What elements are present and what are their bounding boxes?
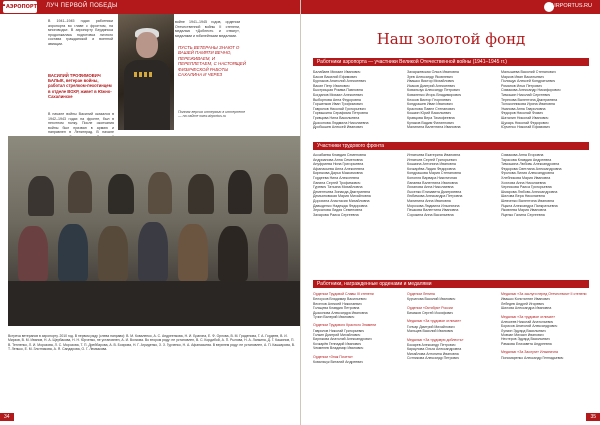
person-name: Лысенко Елизавета Дмитриевна — [407, 189, 462, 194]
names-column — [407, 153, 495, 217]
person-name: Черникова Раиса Григорьевна — [501, 185, 552, 190]
names-column — [313, 153, 401, 217]
award-heading: Медалью «За Заслуги» Ильинична — [501, 350, 558, 355]
award-group — [313, 355, 401, 365]
person-name: Зеркалова Лидия Семеновна — [313, 208, 363, 213]
award-heading: Орденом Ленина — [407, 292, 435, 296]
person-name: Тимошина Любовь Александровна — [501, 162, 560, 167]
names-column — [313, 70, 401, 130]
photo-figure — [178, 224, 208, 281]
person-name: Конопля Варвара Никитичная — [407, 175, 457, 180]
person-name: Уманова Анна Гавриловна — [501, 106, 546, 111]
person-name: Симакова Анна Егоровна — [501, 153, 544, 157]
person-name: Кошкина Антонина Ивановна — [407, 162, 456, 167]
photo-figure — [28, 176, 54, 216]
photo-figure — [98, 226, 128, 281]
person-name: Кошкин Юрий Васильевич — [407, 111, 452, 116]
person-name: Кравцова Вера Тимофеевна — [407, 115, 455, 120]
awardee-name: Ковальчук Виталий Андреевич — [313, 359, 363, 364]
person-name: Любимова Александра Петровна — [407, 194, 463, 199]
person-name: Краснова Павел Степанович — [407, 106, 456, 111]
awardee-name: Курчатова Василий Иванович — [407, 297, 456, 302]
person-name: Игнатьева Екатерина Ивановна — [407, 153, 461, 157]
award-heading: Медалью «За заслуги перед Отечеством» II степени — [501, 292, 587, 296]
person-name: Ануфриева Нина Григорьевна — [313, 162, 364, 167]
person-name: Симакова Александр Никифорович — [501, 88, 561, 93]
group-photo-caption: Встреча ветеранов в аэропорту. 2010 год. В первом ряду (слева направо): В. М. Коваленко, А. С. Андреенкова, Н. И. Брагина, Е. Ф. Орлова, В. М. Граденова, Г. А. Гордеев, В. И. Мирзов, В. М. Иванов, Н. А. Щербакова, Н. Н. Юрченко, не установлен, А. И. Волкова. Во втором ряду: не установлен, В. С. Кордибой, А. П. Рылова, Н. А. Лапкина, Д. Г. Кашинов, П. В. Тепленко, Л. И. Морозова, Л. С. Морозова, Т. П. Дрейбарова, А. В. Боярова, Н. Г. Агриденко, З. З. Гурченко, Н. А. Афанасьева. В верхнем ряду: не установлен, А. П. Кашкарова, В. Т. Ленько, Е. М. Злотникова, А. Я. Сандарова, О. Г. Лемзакова. — [8, 334, 295, 351]
photo-figure — [228, 170, 252, 214]
person-name: Фролова Лилия Александровна — [501, 171, 554, 176]
person-name: Выборнова Анна Федоровна — [313, 97, 361, 102]
award-heading: Медалью «За трудовое отличие» — [501, 314, 556, 319]
person-name: Бирюкова Дарья Максимовна — [313, 171, 363, 176]
section-bar-labor-front: Участники трудового фронта — [313, 142, 589, 150]
award-heading: Орденом Трудовой Славы III степени — [313, 292, 374, 296]
person-name: Ассабаева Клавдия Семеновна — [313, 153, 366, 157]
awardee-name: Михайлова Антонина Ивановна — [407, 351, 459, 356]
veteran-photo — [118, 14, 174, 130]
person-name: Лапина Сергей Трофимович — [313, 180, 361, 185]
awards-column — [407, 292, 495, 368]
person-name: Кулаков Вадим Филиппович — [407, 120, 454, 125]
person-name: Гуревич Татьяна Михайловна — [313, 185, 363, 190]
airport-logo — [3, 1, 37, 13]
pull-quote: ПУСТЬ ВЕТЕРАНЫ ЗНАЮТ О ВАШЕЙ ПАМЯТИ ВЕЧНО, ПЕРЕЖИВАЕМ, И ПЕРЕПЛЕТАЕМ, С НАСТОЯЩЕЙ ФИЗИЧЕСКОЙ РАБОТЫ САХАЛИНА И ЧЕРЕЗ — [178, 45, 246, 78]
medal-icon — [139, 72, 142, 77]
photo-figure — [138, 222, 168, 281]
person-name: Басов Василий Ефимович — [313, 74, 358, 79]
person-name: Тарасова Клавдия Андреевна — [501, 157, 552, 162]
person-name: Шмарова Любовь Александровна — [501, 189, 558, 194]
person-name: Зуев Александр Яковлевич — [407, 74, 453, 79]
person-name: Толоконникова Ирина Ивановна — [501, 102, 555, 107]
person-name: Горюшкина Серафима Петровна — [313, 111, 368, 116]
award-group — [501, 315, 589, 347]
person-name: Федорова Светлана Александровна — [501, 166, 562, 171]
awardee-name: Бокарев Александр Петрович — [407, 342, 456, 347]
person-name: Кочкарёва Лидия Федоровна — [407, 166, 456, 171]
award-group — [501, 350, 589, 360]
awardee-name: Гончар Дмитрий Михайлович — [407, 324, 455, 329]
awardee-name: Нестеров Эдуард Васильевич — [501, 337, 550, 342]
person-name: Кондрашев Иван Иванович — [407, 102, 453, 107]
right-header-bar — [301, 0, 600, 14]
names-column — [407, 70, 495, 130]
person-name: Яценко Галина Сергеевна — [501, 212, 545, 217]
award-group — [313, 323, 401, 350]
person-name: Гаврилов Николай Григорьевич — [313, 106, 366, 111]
person-name: Демьяновская Мария Михайловна — [313, 194, 371, 199]
page-number-left: 34 — [0, 413, 14, 421]
face-shape — [136, 32, 158, 58]
person-name: Лапаева Валентина Ивановна — [407, 180, 458, 185]
person-name: Дробышев Алексей Иванович — [313, 125, 363, 130]
person-name: Яцына Александра Панкратьевна — [501, 203, 558, 208]
person-name: Горшенков Иван Трофимович — [313, 102, 363, 107]
award-group — [407, 338, 495, 361]
person-name: Гривцова Нина Васильевна — [313, 115, 360, 120]
person-name: Захарова Раиса Сергеевна — [313, 212, 359, 217]
person-name: Дьяконова Людмила Николаевна — [313, 120, 369, 125]
section-title: ЛУЧ ПЕРВОЙ ПОБЕДЫ — [46, 3, 118, 9]
person-name: Полищук Алексей Кондратьевич — [501, 79, 556, 84]
medal-icon — [144, 72, 147, 77]
person-name: Клоков Виктор Георгиевич — [407, 97, 452, 102]
person-name: Давыденко Надежда Федоровна — [313, 203, 368, 208]
person-name: Романов Илья Петрович — [501, 83, 542, 88]
person-name: Терехова Валентина Дмитриевна — [501, 97, 558, 102]
person-name: Богданов Михаил Алексеевич — [313, 92, 364, 97]
awards-column — [501, 292, 589, 368]
awards-list — [313, 292, 589, 368]
awards-column — [313, 292, 401, 368]
awardee-name: Тучин Валерий Иванович — [313, 314, 355, 319]
photo-figure — [108, 174, 134, 214]
awardee-name: Бимаков Сергей Иосифович — [407, 311, 454, 315]
award-heading: Орденом Трудового Красного Знамени — [313, 323, 377, 328]
person-name: Шаталин Николай Иванович — [501, 115, 549, 120]
page-number-right: 35 — [586, 413, 600, 421]
person-name: Хлебникова Мария Ивановна — [501, 175, 551, 180]
awardee-name: Борисов Анатолий Александрович — [501, 324, 558, 329]
awardee-name: Веселов Алексей Николаевич — [313, 301, 362, 306]
awardee-name: Гаврилов Николай Григорьевич — [313, 328, 365, 333]
awardee-name: Рамкова Елизавета Андреевна — [501, 341, 552, 346]
person-name: Ивашко Виктор Михайлович — [407, 79, 455, 84]
awardee-name: Мальцев Василий Иванович — [407, 329, 454, 334]
photo-figure — [218, 226, 248, 281]
intro-text: В 1941–1945 годах работники аэропорта во главе с фронтом, на многоводье. В аэропорту Бердянска продолжалась подготовка личного состава гражданской и военной авиации. — [48, 19, 113, 46]
person-name: Исаков Дмитрий Алексеевич — [407, 83, 456, 88]
medal-icon — [149, 72, 152, 77]
person-name: Сорокина Анна Васильевна — [407, 212, 454, 217]
person-name: Яковлева Мария Ивановна — [501, 208, 547, 213]
body-text-2: войне 1941–1945 годов, орденом Отечественной войны II степени, медалью «Доблесть и отвагу», медалями и юбилейными медалями. — [175, 20, 240, 38]
person-name: Хохлова Анна Николаевна — [501, 180, 546, 185]
photo-figure — [264, 174, 288, 214]
photo-figure — [68, 171, 92, 213]
person-name: Лиханова Анна Николаевна — [407, 185, 454, 190]
photo-figure — [58, 224, 88, 281]
photo-figure — [188, 174, 214, 214]
person-name: Гордеева Нина Алексеевна — [313, 175, 359, 180]
award-group — [407, 292, 495, 302]
photo-figure — [148, 172, 172, 214]
person-name: Афанасьева Анна Алексеевна — [313, 166, 365, 171]
person-name: Дорохина Анастасия Михайловна — [313, 198, 370, 203]
person-name: Бурлаков Анатолий Алексеевич — [313, 79, 367, 84]
awardee-name: Дьяконова Александра Ивановна — [313, 310, 368, 315]
award-heading: Медалью «За трудовое отличие» — [407, 319, 462, 324]
photo-caption: Полная версия интервью в интернете — на сайте www.airportus.ru — [178, 110, 246, 119]
section-bar-wwii: Работники аэропорта — участники Великой Отечественной войны (1941–1945 гг.) — [313, 58, 589, 66]
wwii-veterans-list — [313, 70, 589, 130]
person-name: Федоров Николай Фомич — [501, 111, 543, 116]
awardee-name: Кочкарёв Геннадий Иванович — [313, 341, 362, 346]
award-heading: Орденом «Октября» России — [407, 305, 453, 310]
person-name: Андрианова Анна Семеновна — [313, 157, 363, 162]
award-heading: Медалью «За трудовую доблесть» — [407, 337, 464, 342]
group-photo — [8, 136, 300, 326]
awardee-name: Караулова Ольга Александровна — [407, 347, 462, 352]
awardee-name: Ивашко Константин Иванович — [501, 297, 550, 302]
page-title: Наш золотой фонд — [376, 30, 526, 48]
award-heading: Орденом «Знак Почета» — [313, 354, 353, 359]
photo-figure — [258, 224, 288, 281]
person-name: Игнатьев Сергей Григорьевич — [407, 157, 457, 162]
labor-front-list — [313, 153, 589, 217]
body-text-1: В начале войны Василий оказался в 1942–1943 годах на фронте, был в пехотном полку. После окончания войны был призван в армию и направлен в Ленинград. В начале — [48, 112, 114, 135]
photo-figure — [18, 226, 48, 281]
awardee-name: Бирюкова Анатолий Александрович — [313, 337, 372, 342]
names-column — [501, 153, 589, 217]
logo-text: АЭРОПОРТ — [6, 4, 37, 10]
awardee-name: Гольцева Клавдия Петровна — [313, 306, 360, 311]
interviewee-name: ВАСИЛИЙ ТРОФИМОВИЧ БАЛЫК, ветеран войны, работал стрелком-пехотинцем в отделе ВОХР, живет в Южно-Сахалинске — [48, 73, 112, 99]
person-name: Пешкова Валентина Ивановна — [407, 208, 459, 213]
person-name: Малинина Валентина Ивановна — [407, 125, 461, 130]
person-name: Балабаев Михаил Иванович — [313, 70, 361, 74]
person-name: Кондрашова Мария Степановна — [407, 171, 461, 176]
person-name: Щукарь Николай Федорович — [501, 120, 549, 125]
awardee-name: Лункин Эдуард Васильевич — [501, 328, 546, 333]
person-name: Юрченко Николай Ефимович — [501, 125, 550, 130]
photo-front-row — [8, 281, 300, 326]
left-header-bar — [0, 0, 300, 14]
awardee-name: Алексеев Николай Анатольевич — [501, 319, 554, 324]
award-group — [407, 319, 495, 333]
person-name: Марков Иван Васильевич — [501, 74, 544, 79]
section-bar-awards: Работники, награжденные орденами и медалями — [313, 280, 589, 288]
award-group — [501, 292, 589, 311]
person-name: Шилова Вера Николаевна — [501, 194, 545, 199]
person-name: Дементьева Зинаида Дмитриевна — [313, 189, 370, 194]
names-column — [501, 70, 589, 130]
person-name: Захаржевская Ольга Ивановна — [407, 70, 459, 74]
award-group — [313, 292, 401, 319]
person-name: Морозова Людмила Ильинична — [407, 203, 460, 208]
award-group — [407, 306, 495, 316]
site-url: AIRPORTUS.RU — [550, 3, 592, 9]
person-name: Васин Петр Иванович — [313, 83, 350, 88]
person-name: Быстрицкая Римма Павловна — [313, 88, 363, 93]
wing-icon — [3, 4, 5, 10]
person-name: Шевченко Валентина Ивановна — [501, 198, 554, 203]
awardee-name: Мовчан Михаил Иванович — [501, 333, 544, 338]
person-name: Малышева Василий Степанович — [501, 70, 556, 74]
person-name: Малинина Анна Ивановна — [407, 198, 451, 203]
awardee-name: Сотникова Александр Петрович — [407, 356, 460, 361]
awardee-name: Чекменев Владимир Иванович — [313, 346, 364, 351]
jacket-shape — [124, 60, 170, 130]
awardee-name: Голкин Дмитрий Михайлович — [313, 333, 361, 338]
person-name: Тимошин Николай Сергеевич — [501, 92, 551, 97]
person-name: Ковальчук Александр Петрович — [407, 88, 460, 93]
awardee-name: Белоусов Владимир Васильевич — [313, 297, 367, 302]
person-name: Коваленко Игорь Владимирович — [407, 92, 462, 97]
right-page — [301, 0, 600, 425]
awardee-name: Пономаренко Александр Геннадьевич — [501, 355, 564, 360]
awardee-name: Лебедев Андрей Игоревич — [501, 301, 545, 306]
awardee-name: Шилова Александра Ивановна — [501, 306, 552, 311]
medal-icon — [134, 72, 137, 77]
